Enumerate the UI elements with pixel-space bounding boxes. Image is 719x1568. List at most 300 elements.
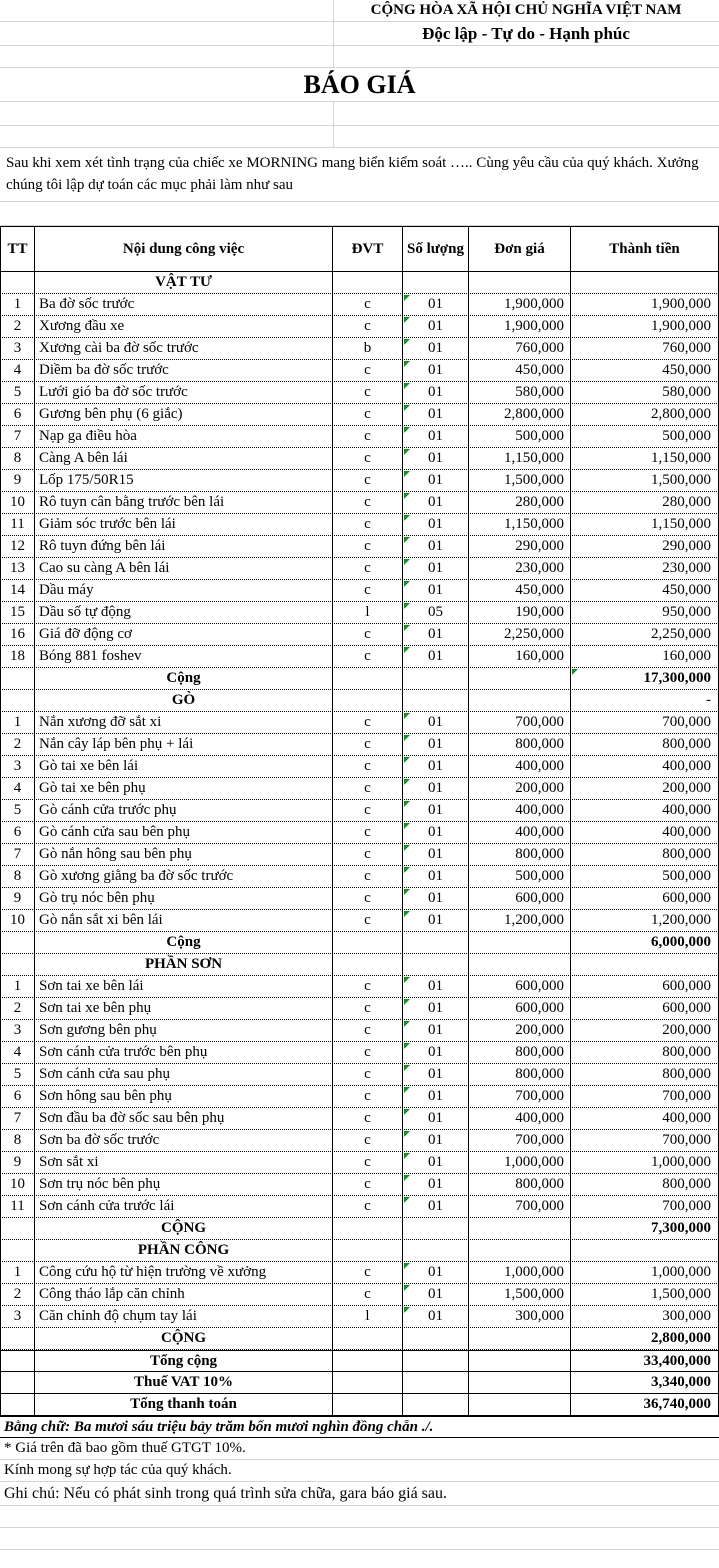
item-unit: c <box>333 426 403 447</box>
item-unit: c <box>333 624 403 645</box>
item-quantity: 01 <box>403 448 469 469</box>
item-description: Gò trụ nóc bên phụ <box>35 888 333 909</box>
table-row <box>0 382 719 404</box>
item-description: Xương cài ba đờ sốc trước <box>35 338 333 359</box>
header-row-motto <box>0 22 719 46</box>
item-unit-price: 400,000 <box>469 800 571 821</box>
cell-soluong <box>403 1394 469 1415</box>
subtotal-label: Cộng <box>35 668 333 689</box>
item-description: Sơn sắt xi <box>35 1152 333 1173</box>
item-unit: c <box>333 1042 403 1063</box>
additional-note: Ghi chú: Nếu có phát sinh trong quá trình sửa chữa, gara báo giá sau. <box>0 1482 719 1506</box>
item-amount: 1,900,000 <box>571 294 719 315</box>
item-quantity: 01 <box>403 1130 469 1151</box>
table-row <box>0 822 719 844</box>
item-unit: c <box>333 910 403 931</box>
item-unit-price: 800,000 <box>469 1042 571 1063</box>
item-unit: c <box>333 558 403 579</box>
amount-in-words: Bằng chữ: Ba mươi sáu triệu bảy trăm bốn mươi nghìn đồng chẵn ./. <box>0 1416 719 1438</box>
summary-label: Tổng cộng <box>35 1351 333 1371</box>
item-description: Sơn tai xe bên lái <box>35 976 333 997</box>
item-amount: 230,000 <box>571 558 719 579</box>
item-quantity: 01 <box>403 316 469 337</box>
cell-dvt <box>333 1351 403 1371</box>
item-unit-price: 2,250,000 <box>469 624 571 645</box>
cell-soluong <box>403 668 469 689</box>
table-row <box>0 536 719 558</box>
item-number: 4 <box>0 360 35 381</box>
table-row <box>0 514 719 536</box>
item-unit: l <box>333 602 403 623</box>
item-quantity: 01 <box>403 734 469 755</box>
summary-value: 3,340,000 <box>571 1372 719 1393</box>
item-quantity: 01 <box>403 998 469 1019</box>
item-unit: c <box>333 998 403 1019</box>
item-quantity: 01 <box>403 1262 469 1283</box>
item-description: Căn chỉnh độ chụm tay lái <box>35 1306 333 1327</box>
item-amount: 1,500,000 <box>571 470 719 491</box>
item-number: 5 <box>0 1064 35 1085</box>
item-quantity: 01 <box>403 382 469 403</box>
item-unit-price: 1,000,000 <box>469 1152 571 1173</box>
item-quantity: 01 <box>403 1174 469 1195</box>
cell-tt <box>0 1218 35 1239</box>
item-amount: 800,000 <box>571 1042 719 1063</box>
item-quantity: 01 <box>403 580 469 601</box>
item-quantity: 01 <box>403 712 469 733</box>
item-number: 3 <box>0 756 35 777</box>
item-number: 10 <box>0 910 35 931</box>
item-unit-price: 700,000 <box>469 1086 571 1107</box>
item-amount: 1,150,000 <box>571 514 719 535</box>
item-quantity: 01 <box>403 1306 469 1327</box>
cell-dvt <box>333 668 403 689</box>
item-unit: b <box>333 338 403 359</box>
item-amount: 290,000 <box>571 536 719 557</box>
item-quantity: 05 <box>403 602 469 623</box>
table-row <box>0 580 719 602</box>
cell-dvt <box>333 954 403 975</box>
item-description: Sơn trụ nóc bên phụ <box>35 1174 333 1195</box>
table-row <box>0 1020 719 1042</box>
item-unit-price: 800,000 <box>469 1064 571 1085</box>
table-row <box>0 426 719 448</box>
item-unit-price: 600,000 <box>469 998 571 1019</box>
item-amount: 500,000 <box>571 426 719 447</box>
item-number: 3 <box>0 1020 35 1041</box>
section-title: PHẦN SƠN <box>35 954 333 975</box>
item-number: 6 <box>0 404 35 425</box>
subtotal-value: 17,300,000 <box>571 668 719 689</box>
item-description: Gò cánh cửa sau bên phụ <box>35 822 333 843</box>
item-description: Xương đầu xe <box>35 316 333 337</box>
cell-tt <box>0 1351 35 1371</box>
item-number: 3 <box>0 338 35 359</box>
table-row <box>0 492 719 514</box>
item-number: 7 <box>0 1108 35 1129</box>
item-unit-price: 800,000 <box>469 1174 571 1195</box>
item-quantity: 01 <box>403 338 469 359</box>
cell-tt <box>0 932 35 953</box>
item-unit-price: 1,150,000 <box>469 448 571 469</box>
table-row <box>0 1306 719 1328</box>
subtotal-row <box>0 1218 719 1240</box>
item-unit-price: 800,000 <box>469 844 571 865</box>
col-header-tt: TT <box>0 227 35 271</box>
item-description: Gò tai xe bên lái <box>35 756 333 777</box>
item-unit: c <box>333 404 403 425</box>
item-unit: c <box>333 888 403 909</box>
subtotal-label: CỘNG <box>35 1218 333 1239</box>
summary-row <box>0 1394 719 1416</box>
subtotal-label: Cộng <box>35 932 333 953</box>
item-unit-price: 1,500,000 <box>469 470 571 491</box>
item-quantity: 01 <box>403 910 469 931</box>
item-unit: c <box>333 1262 403 1283</box>
item-description: Ba đờ sốc trước <box>35 294 333 315</box>
document-title: BÁO GIÁ <box>303 69 416 99</box>
table-row <box>0 1262 719 1284</box>
item-description: Sơn ba đờ sốc trước <box>35 1130 333 1151</box>
item-description: Nắn xương đỡ sắt xi <box>35 712 333 733</box>
summary-value: 36,740,000 <box>571 1394 719 1415</box>
cell-thanhtien <box>571 272 719 293</box>
table-row <box>0 558 719 580</box>
table-row <box>0 1174 719 1196</box>
table-row <box>0 1284 719 1306</box>
summary-row <box>0 1372 719 1394</box>
item-unit-price: 280,000 <box>469 492 571 513</box>
col-header-dongia: Đơn giá <box>469 227 571 271</box>
subtotal-row <box>0 1328 719 1350</box>
item-number: 4 <box>0 1042 35 1063</box>
col-header-dvt: ĐVT <box>333 227 403 271</box>
item-unit-price: 600,000 <box>469 888 571 909</box>
item-amount: 950,000 <box>571 602 719 623</box>
item-description: Diềm ba đờ sốc trước <box>35 360 333 381</box>
item-amount: 300,000 <box>571 1306 719 1327</box>
item-number: 2 <box>0 316 35 337</box>
cell-soluong <box>403 954 469 975</box>
item-number: 9 <box>0 1152 35 1173</box>
table-row <box>0 910 719 932</box>
item-unit: c <box>333 844 403 865</box>
item-description: Gò tai xe bên phụ <box>35 778 333 799</box>
table-row <box>0 624 719 646</box>
table-row <box>0 1086 719 1108</box>
item-amount: 400,000 <box>571 822 719 843</box>
table-row <box>0 1064 719 1086</box>
item-description: Nắn cây láp bên phụ + lái <box>35 734 333 755</box>
cell-tt <box>0 1372 35 1393</box>
section-header-row <box>0 272 719 294</box>
item-amount: 400,000 <box>571 756 719 777</box>
item-amount: 400,000 <box>571 1108 719 1129</box>
cell-soluong <box>403 272 469 293</box>
table-row <box>0 294 719 316</box>
subtotal-value: 6,000,000 <box>571 932 719 953</box>
cell-dongia <box>469 1394 571 1415</box>
item-unit-price: 760,000 <box>469 338 571 359</box>
blank-row <box>0 1506 719 1528</box>
item-quantity: 01 <box>403 778 469 799</box>
item-description: Gò nắn hông sau bên phụ <box>35 844 333 865</box>
item-quantity: 01 <box>403 800 469 821</box>
item-amount: 2,250,000 <box>571 624 719 645</box>
item-unit: c <box>333 866 403 887</box>
item-quantity: 01 <box>403 1196 469 1217</box>
item-description: Sơn cánh cửa sau phụ <box>35 1064 333 1085</box>
item-quantity: 01 <box>403 536 469 557</box>
item-quantity: 01 <box>403 514 469 535</box>
item-unit: c <box>333 1130 403 1151</box>
item-amount: 700,000 <box>571 1196 719 1217</box>
item-quantity: 01 <box>403 822 469 843</box>
table-row <box>0 800 719 822</box>
item-amount: 1,000,000 <box>571 1152 719 1173</box>
cell-dongia <box>469 954 571 975</box>
cell-dvt <box>333 1240 403 1261</box>
item-number: 9 <box>0 888 35 909</box>
item-number: 1 <box>0 1262 35 1283</box>
item-unit-price: 290,000 <box>469 536 571 557</box>
item-description: Dầu máy <box>35 580 333 601</box>
item-quantity: 01 <box>403 294 469 315</box>
item-number: 8 <box>0 866 35 887</box>
item-amount: 500,000 <box>571 866 719 887</box>
cell-dvt <box>333 1394 403 1415</box>
subtotal-row <box>0 668 719 690</box>
item-unit-price: 230,000 <box>469 558 571 579</box>
cell-dongia <box>469 1351 571 1371</box>
item-amount: 1,500,000 <box>571 1284 719 1305</box>
item-description: Sơn cánh cửa trước bên phụ <box>35 1042 333 1063</box>
country-name: CỘNG HÒA XÃ HỘI CHỦ NGHĨA VIỆT NAM <box>370 2 682 18</box>
item-description: Sơn hông sau bên phụ <box>35 1086 333 1107</box>
item-unit: c <box>333 1196 403 1217</box>
item-quantity: 01 <box>403 558 469 579</box>
item-description: Sơn cánh cửa trước lái <box>35 1196 333 1217</box>
item-number: 10 <box>0 492 35 513</box>
section-header-row <box>0 690 719 712</box>
item-amount: 2,800,000 <box>571 404 719 425</box>
table-row <box>0 712 719 734</box>
item-number: 6 <box>0 1086 35 1107</box>
item-description: Sơn đầu ba đờ sốc sau bên phụ <box>35 1108 333 1129</box>
item-unit-price: 190,000 <box>469 602 571 623</box>
item-number: 2 <box>0 998 35 1019</box>
cell-dongia <box>469 932 571 953</box>
item-number: 9 <box>0 470 35 491</box>
table-row <box>0 338 719 360</box>
item-unit: c <box>333 1108 403 1129</box>
item-unit: c <box>333 448 403 469</box>
item-unit-price: 580,000 <box>469 382 571 403</box>
cell-tt <box>0 1240 35 1261</box>
cell-soluong <box>403 1372 469 1393</box>
blank-row <box>0 126 719 148</box>
item-quantity: 01 <box>403 1152 469 1173</box>
item-description: Công cứu hộ từ hiện trường về xưởng <box>35 1262 333 1283</box>
item-amount: 580,000 <box>571 382 719 403</box>
item-unit-price: 700,000 <box>469 1196 571 1217</box>
item-unit-price: 400,000 <box>469 822 571 843</box>
table-row <box>0 646 719 668</box>
item-number: 2 <box>0 734 35 755</box>
header-row-country <box>0 0 719 22</box>
item-number: 8 <box>0 448 35 469</box>
item-description: Sơn gương bên phụ <box>35 1020 333 1041</box>
item-unit: l <box>333 1306 403 1327</box>
table-row <box>0 844 719 866</box>
item-amount: 280,000 <box>571 492 719 513</box>
cell-dongia <box>469 1328 571 1349</box>
cell-dongia <box>469 1240 571 1261</box>
item-unit: c <box>333 470 403 491</box>
item-amount: 800,000 <box>571 1174 719 1195</box>
item-quantity: 01 <box>403 1284 469 1305</box>
table-row <box>0 404 719 426</box>
item-unit-price: 160,000 <box>469 646 571 667</box>
cell-tt <box>0 272 35 293</box>
item-number: 1 <box>0 976 35 997</box>
item-quantity: 01 <box>403 866 469 887</box>
cell-tt <box>0 954 35 975</box>
cell-soluong <box>403 1218 469 1239</box>
cell-soluong <box>403 932 469 953</box>
item-number: 7 <box>0 426 35 447</box>
cell-soluong <box>403 690 469 711</box>
cell-dongia <box>469 1218 571 1239</box>
item-quantity: 01 <box>403 888 469 909</box>
item-unit-price: 1,500,000 <box>469 1284 571 1305</box>
cell-thanhtien <box>571 1240 719 1261</box>
item-description: Gò cánh cửa trước phụ <box>35 800 333 821</box>
item-unit: c <box>333 1152 403 1173</box>
item-amount: 450,000 <box>571 360 719 381</box>
item-unit: c <box>333 734 403 755</box>
item-number: 13 <box>0 558 35 579</box>
item-amount: 800,000 <box>571 734 719 755</box>
item-unit: c <box>333 800 403 821</box>
cell-tt <box>0 1394 35 1415</box>
item-unit-price: 1,150,000 <box>469 514 571 535</box>
blank-row <box>0 46 719 68</box>
item-description: Gương bên phụ (6 giắc) <box>35 404 333 425</box>
item-amount: 760,000 <box>571 338 719 359</box>
item-amount: 400,000 <box>571 800 719 821</box>
table-row <box>0 998 719 1020</box>
item-number: 18 <box>0 646 35 667</box>
item-quantity: 01 <box>403 646 469 667</box>
item-number: 12 <box>0 536 35 557</box>
item-quantity: 01 <box>403 404 469 425</box>
col-header-soluong: Số lượng <box>403 227 469 271</box>
item-number: 10 <box>0 1174 35 1195</box>
item-description: Rô tuyn đứng bên lái <box>35 536 333 557</box>
item-number: 3 <box>0 1306 35 1327</box>
cell-dvt <box>333 932 403 953</box>
item-unit: c <box>333 294 403 315</box>
item-unit: c <box>333 580 403 601</box>
col-header-noidung: Nội dung công việc <box>35 227 333 271</box>
item-amount: 600,000 <box>571 888 719 909</box>
item-number: 4 <box>0 778 35 799</box>
table-row <box>0 866 719 888</box>
item-quantity: 01 <box>403 1020 469 1041</box>
item-description: Gò xương giằng ba đờ sốc trước <box>35 866 333 887</box>
table-row <box>0 470 719 492</box>
item-amount: 600,000 <box>571 998 719 1019</box>
item-amount: 1,900,000 <box>571 316 719 337</box>
section-title: PHẦN CÔNG <box>35 1240 333 1261</box>
item-unit-price: 450,000 <box>469 580 571 601</box>
item-quantity: 01 <box>403 360 469 381</box>
item-quantity: 01 <box>403 756 469 777</box>
table-header <box>0 226 719 272</box>
item-unit: c <box>333 316 403 337</box>
subtotal-label: CỘNG <box>35 1328 333 1349</box>
item-description: Lốp 175/50R15 <box>35 470 333 491</box>
cell-soluong <box>403 1351 469 1371</box>
col-header-thanhtien: Thành tiền <box>571 227 719 271</box>
table-row <box>0 976 719 998</box>
item-number: 7 <box>0 844 35 865</box>
section-title: VẬT TƯ <box>35 272 333 293</box>
item-unit-price: 200,000 <box>469 778 571 799</box>
item-description: Dầu số tự động <box>35 602 333 623</box>
item-unit: c <box>333 1284 403 1305</box>
item-unit: c <box>333 1020 403 1041</box>
cell-tt <box>0 668 35 689</box>
title-row <box>0 68 719 102</box>
item-description: Giảm sóc trước bên lái <box>35 514 333 535</box>
table-row <box>0 1152 719 1174</box>
table-row <box>0 602 719 624</box>
table-row <box>0 734 719 756</box>
item-unit: c <box>333 1064 403 1085</box>
item-unit: c <box>333 1174 403 1195</box>
item-unit: c <box>333 1086 403 1107</box>
section-header-row <box>0 954 719 976</box>
item-amount: 1,000,000 <box>571 1262 719 1283</box>
item-unit: c <box>333 778 403 799</box>
item-unit: c <box>333 360 403 381</box>
item-amount: 200,000 <box>571 778 719 799</box>
section-header-row <box>0 1240 719 1262</box>
item-quantity: 01 <box>403 976 469 997</box>
cell-dvt <box>333 272 403 293</box>
item-unit: c <box>333 756 403 777</box>
item-amount: 450,000 <box>571 580 719 601</box>
table-row <box>0 888 719 910</box>
cell-dvt <box>333 1328 403 1349</box>
item-unit: c <box>333 514 403 535</box>
table-row <box>0 448 719 470</box>
subtotal-value: 2,800,000 <box>571 1328 719 1349</box>
cell-dongia <box>469 1372 571 1393</box>
summary-value: 33,400,000 <box>571 1351 719 1371</box>
item-amount: 700,000 <box>571 1086 719 1107</box>
summary-label: Thuế VAT 10% <box>35 1372 333 1393</box>
blank-row <box>0 102 719 126</box>
vat-note: * Giá trên đã bao gồm thuế GTGT 10%. <box>0 1438 719 1460</box>
table-row <box>0 1196 719 1218</box>
item-number: 11 <box>0 514 35 535</box>
item-unit: c <box>333 976 403 997</box>
cell-thanhtien: - <box>571 690 719 711</box>
cell-dongia <box>469 690 571 711</box>
